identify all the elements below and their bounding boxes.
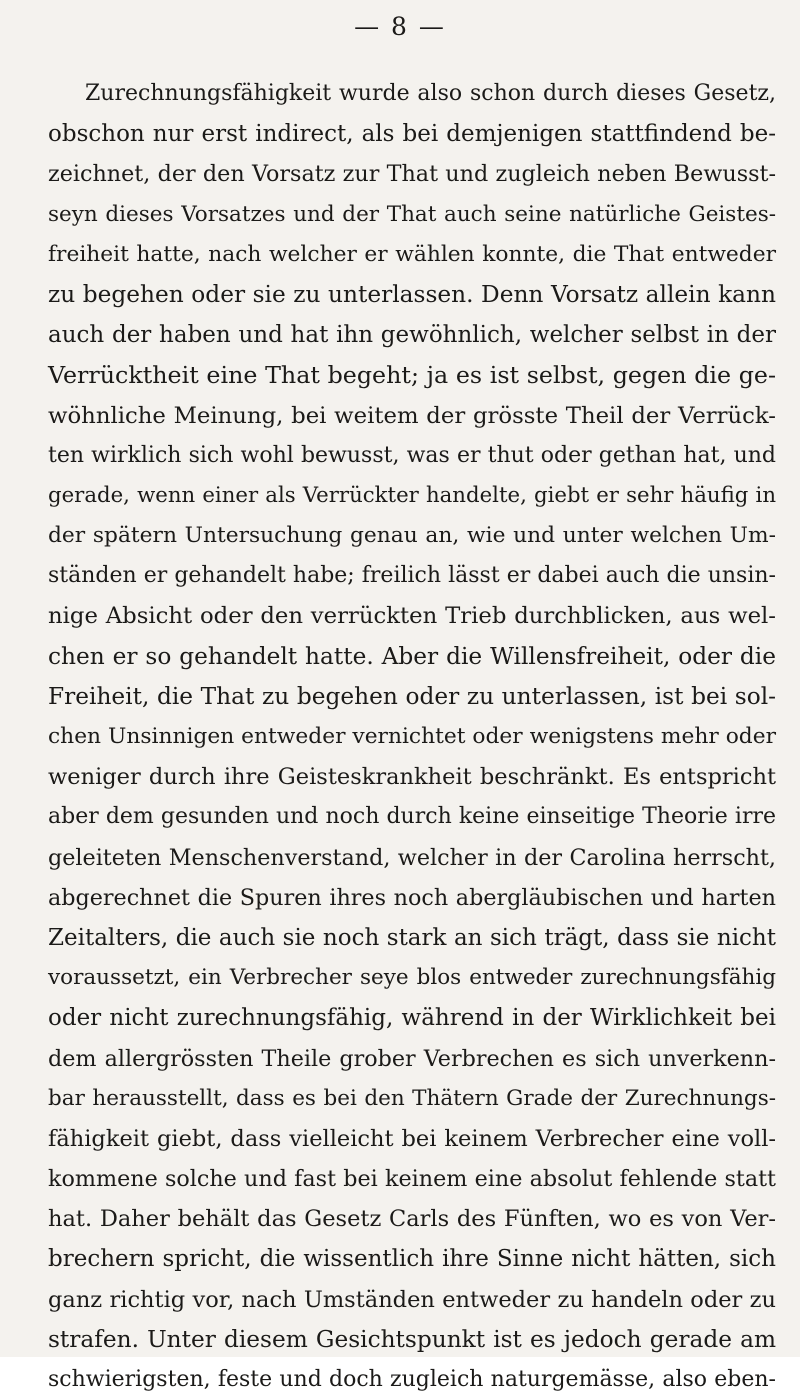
text-line: Verrücktheit eine That begeht; ja es ist selbst, gegen die ge- [48, 361, 776, 390]
text-line: oder nicht zurechnungsfähig, während in der Wirklichkeit bei [48, 1005, 776, 1032]
text-line: schwierigsten, feste und doch zugleich naturgemässe, also eben- [48, 1367, 776, 1392]
text-line: freiheit hatte, nach welcher er wählen konnte, die That entweder [48, 241, 776, 267]
text-line: chen Unsinnigen entweder vernichtet oder wenigstens mehr oder [48, 724, 776, 749]
text-line: gerade, wenn einer als Verrückter handelte, giebt er sehr häufig in [48, 482, 776, 508]
text-line: zeichnet, der den Vorsatz zur That und zugleich neben Bewusst- [48, 161, 776, 188]
text-line: weniger durch ihre Geisteskrankheit beschränkt. Es entspricht [48, 764, 776, 791]
text-line: ten wirklich sich wohl bewusst, was er thut oder gethan hat, und [48, 442, 776, 468]
text-line: der spätern Untersuchung genau an, wie und unter welchen Um- [48, 523, 776, 549]
text-line: hat. Daher behält das Gesetz Carls des Fünften, wo es von Ver- [48, 1206, 776, 1233]
text-line: nige Absicht oder den verrückten Trieb durchblicken, aus wel- [48, 603, 776, 630]
text-line: auch der haben und hat ihn gewöhnlich, welcher selbst in der [48, 322, 776, 349]
text-line: Zeitalters, die auch sie noch stark an sich trägt, dass sie nicht [48, 924, 776, 951]
text-line: wöhnliche Meinung, bei weitem der grösste Theil der Verrück- [48, 402, 776, 429]
text-line: zu begehen oder sie zu unterlassen. Denn Vorsatz allein kann [48, 280, 776, 308]
text-line: ganz richtig vor, nach Umständen entweder zu handeln oder zu [48, 1286, 776, 1313]
text-line: dem allergrössten Theile grober Verbrechen es sich unverkenn- [48, 1045, 776, 1072]
text-line: seyn dieses Vorsatzes und der That auch seine natürliche Geistes- [48, 201, 776, 227]
text-line: strafen. Unter diesem Gesichtspunkt ist es jedoch gerade am [48, 1325, 776, 1353]
text-line: bar herausstellt, dass es bei den Thätern Grade der Zurechnungs- [48, 1085, 776, 1111]
text-line: brechern spricht, die wissentlich ihre Sinne nicht hätten, sich [48, 1246, 776, 1273]
text-line: Freiheit, die That zu begehen oder zu unterlassen, ist bei sol- [48, 682, 776, 710]
text-line: chen er so gehandelt hatte. Aber die Willensfreiheit, oder die [48, 642, 776, 670]
text-line: fähigkeit giebt, dass vielleicht bei keinem Verbrecher eine voll- [48, 1125, 776, 1152]
text-line: ständen er gehandelt habe; freilich lässt er dabei auch die unsin- [48, 563, 776, 589]
text-line: Zurechnungsfähigkeit wurde also schon durch dieses Gesetz, [85, 81, 776, 106]
text-line: abgerechnet die Spuren ihres noch abergläubischen und harten [48, 884, 776, 911]
text-line: obschon nur erst indirect, als bei demjenigen stattfindend be- [48, 121, 776, 148]
text-line: aber dem gesunden und noch durch keine einseitige Theorie irre [48, 804, 776, 830]
text-line: kommene solche und fast bei keinem eine absolut fehlende statt [48, 1166, 776, 1193]
text-line: geleiteten Menschenverstand, welcher in der Carolina herrscht, [48, 844, 776, 871]
page-number: — 8 — [354, 12, 446, 41]
text-line: voraussetzt, ein Verbrecher seye blos entweder zurechnungsfähig [48, 965, 776, 991]
body-text [48, 74, 776, 1400]
